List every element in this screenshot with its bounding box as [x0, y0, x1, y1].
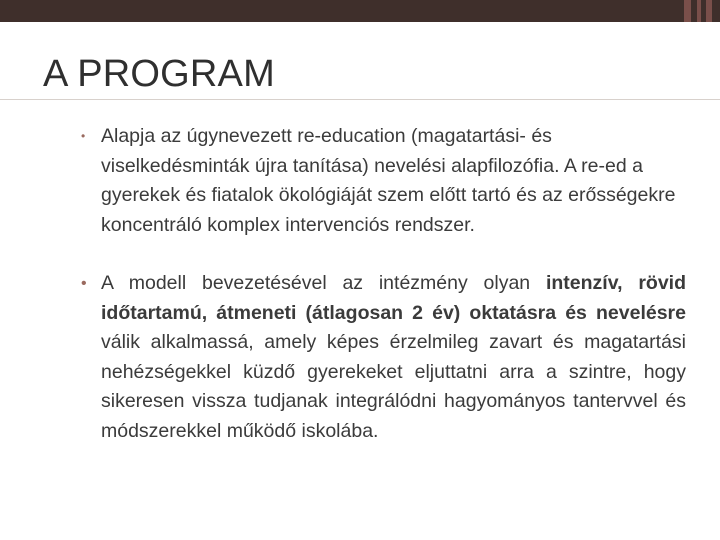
bullet-icon: •: [81, 275, 87, 292]
slide-body: [81, 122, 686, 446]
title-divider: [0, 99, 720, 100]
bullet-text-continued: válik alkalmassá, amely képes érzelmileg zavart és magatartási nehézségekkel küzdő gyerekeket eljuttatni arra a szintre, hogy sikeresen vissza tudjanak integrálódni hagyományos tantervvel és módszerekkel működő iskolába.: [101, 331, 686, 442]
bullet-text: A modell bevezetésével az intézmény olyan: [101, 272, 546, 294]
top-accent-stripe: [684, 0, 691, 22]
top-accent-stripe: [706, 0, 712, 22]
bullet-text: Alapja az úgynevezett re-education (magatartási- és viselkedésminták újra tanítása) nevelési alapfilozófia. A re-ed a gyerekek és fiatalok ökológiáját szem előtt tartó és az erősségekre koncentráló komplex intervenciós rendszer.: [101, 125, 676, 236]
bullet-item: [81, 122, 686, 240]
bullet-item: [81, 269, 686, 446]
slide-title: A PROGRAM: [43, 53, 275, 95]
bullet-icon: •: [81, 129, 86, 143]
top-accent-bar: [0, 0, 720, 22]
bullet-emphasis: intenzív, rövid időtartamú, átmeneti (átlagosan 2 év) oktatásra és nevelésre: [101, 272, 686, 324]
top-accent-stripe: [697, 0, 701, 22]
